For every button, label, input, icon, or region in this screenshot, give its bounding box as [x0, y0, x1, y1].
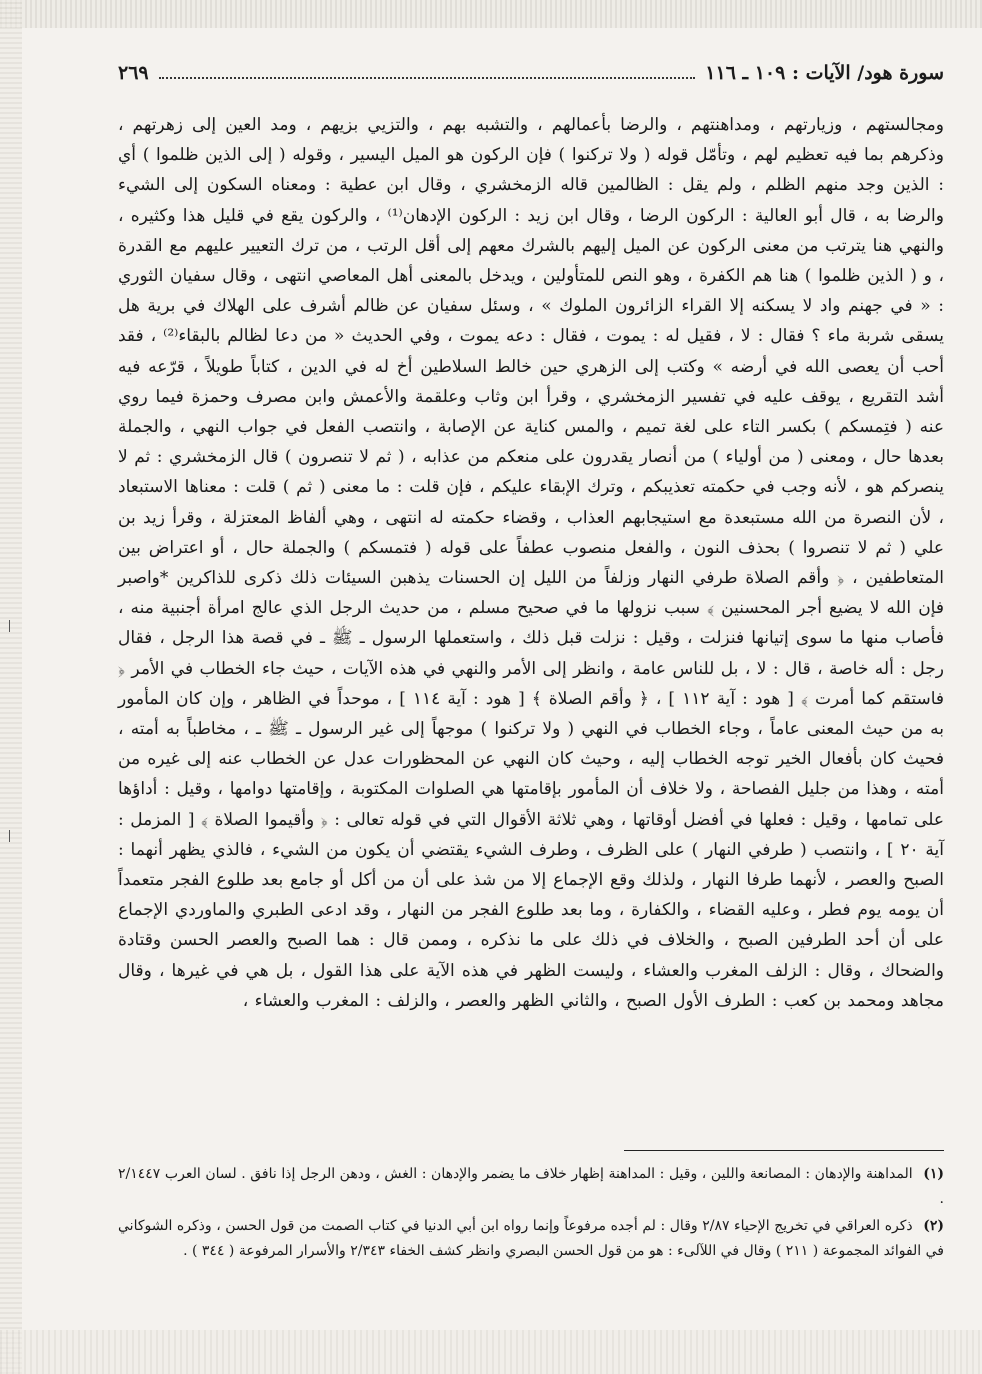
book-page — [118, 62, 944, 1312]
footnotes — [118, 1162, 944, 1266]
main-text — [118, 110, 944, 1016]
footnote-text: المداهنة والإدهان : المصانعة واللين ، وقيل : المداهنة إظهار خلاف ما يضمر والإدهان : الغش ، ودهن الرجل إذا نافق . لسان العرب ٢/١٤٤٧ . — [118, 1166, 944, 1207]
paragraph: ومجالستهم ، وزيارتهم ، ومداهنتهم ، والرضا بأعمالهم ، والتشبه بهم ، والتزيي بزيهم ، ومد العين إلى زهرتهم ، وذكرهم بما فيه تعظيم لهم ، وتأمّل قوله ( ولا تركنوا ) فإن الركون هو الميل اليسير ، وقوله ( إلى الذين ظلموا ) أي : الذين وجد منهم الظلم ، ولم يقل : الظالمين قاله الزمخشري ، وقال ابن عطية : ومعناه السكون إلى الشيء والرضا به ، قال أبو العالية : الركون الرضا ، وقال ابن زيد : الركون الإدهان⁽¹⁾ ، والركون يقع في قليل هذا وكثيره ، والنهي هنا يترتب من معنى الركون عن الميل إليهم بالشرك معهم إلى أقل الرتب ، من ترك التعيير عليهم مع القدرة ، و ( الذين ظلموا ) هنا هم الكفرة ، وهو النص للمتأولين ، ويدخل بالمعنى أهل المعاصي انتهى ، وقال سفيان الثوري : « في جهنم واد لا يسكنه إلا القراء الزائرون الملوك » ، وسئل سفيان عن ظالم أشرف على الهلاك في برية هل يسقى شربة ماء ؟ فقال : لا ، فقيل له : يموت ، فقال : دعه يموت ، وفي الحديث « من دعا لظالم بالبقاء⁽²⁾ ، فقد أحب أن يعصى الله في أرضه » وكتب إلى الزهري حين خالط السلاطين أخ له في الدين ، كتاباً طويلاً ، قرّعه فيه أشد التقريع ، يوقف عليه في تفسير الزمخشري ، وقرأ ابن وثاب وعلقمة والأعمش وابن مصرف وحمزة فيما روي عنه ( فتِمسكم ) بكسر التاء على لغة تميم ، والمس كناية عن الإصابة ، وانتصب الفعل في جواب النهي ، والجملة بعدها حال ، ومعنى ( من أولياء ) من أنصار يقدرون على منعكم من عذابه ، ( ثم لا تنصرون ) قال الزمخشري : ثم لا ينصركم هو ، لأنه وجب في حكمته تعذيبكم ، وترك الإبقاء عليكم ، فإن قلت : ما معنى ( ثم ) قلت : معناها الاستبعاد ، لأن النصرة من الله مستبعدة مع استيجابهم العذاب ، وقضاء حكمته له انتهى ، وهي ألفاظ المعتزلة ، وقرأ زيد بن علي ( ثم لا تنصروا ) بحذف النون ، والفعل منصوب عطفاً على قوله ( فتمسكم ) والجملة حال ، أو اعتراض بين المتعاطفين ، ﴿ وأقم الصلاة طرفي النهار وزلفاً من الليل إن الحسنات يذهبن السيئات ذلك ذكرى للذاكرين *واصبر فإن الله لا يضيع أجر المحسنين ﴾ سبب نزولها ما في صحيح مسلم ، من حديث الرجل الذي عالج امرأة أجنبية منه ، فأصاب منها ما سوى إتيانها فنزلت ، وقيل : نزلت قبل ذلك ، واستعملها الرسول ـ ﷺ ـ في قصة هذا الرجل ، فقال رجل : أله خاصة ، قال : لا ، بل للناس عامة ، وانظر إلى الأمر والنهي في هذه الآيات ، حيث جاء الخطاب في الأمر ﴿ فاستقم كما أمرت ﴾ [ هود : آية ١١٢ ] ، ﴿ وأقم الصلاة ﴾ [ هود : آية ١١٤ ] ، موحداً في الظاهر ، وإن كان المأمور به من حيث المعنى عاماً ، وجاء الخطاب في النهي ( ولا تركنوا ) موجهاً إلى غير الرسول ـ ﷺ ـ ، مخاطباً به أمته ، فحيث كان بأفعال الخير توجه الخطاب إليه ، وحيث كان النهي عن المحظورات عدل عن الخطاب عنه إلى غيره من أمته ، وهذا من جليل الفصاحة ، ولا خلاف أن المأمور بإقامتها هي الصلوات المكتوبة ، وإقامتها دوامها ، وقيل : أداؤها على تمامها ، وقيل : فعلها في أفضل أوقاتها ، وهي ثلاثة الأقوال التي في قوله تعالى : ﴿ وأقيموا الصلاة ﴾ [ المزمل : آية ٢٠ ] ، وانتصب ( طرفي النهار ) على الظرف ، وطرف الشيء يقتضي أن يكون من الشيء ، فالذي يظهر أنهما : الصبح والعصر ، لأنهما طرفا النهار ، ولذلك وقع الإجماع إلا من شذ على أن من أكل أو جامع بعد طلوع الفجر متعمداً أن يومه يوم فطر ، وعليه القضاء ، والكفارة ، وما بعد طلوع الفجر من النهار ، وقد ادعى الطبري والماوردي الإجماع على أن أحد الطرفين الصبح ، والخلاف في ذلك على ما نذكره ، وممن قال : هما الصبح والعصر الحسن وقتادة والضحاك ، وقال : الزلف المغرب والعشاء ، وليست الظهر في هذه الآية على هذا القول ، بل هي في غيرها ، وقال مجاهد ومحمد بن كعب : الطرف الأول الصبح ، والثاني الظهر والعصر ، والزلف : المغرب والعشاء ، — [118, 115, 945, 1011]
scan-margin-mark — [9, 620, 10, 632]
footnote-number: (١) — [923, 1166, 944, 1182]
footnote-separator — [624, 1150, 944, 1151]
footnote-1 — [118, 1162, 944, 1212]
page-number: ٢٦٩ — [118, 62, 149, 84]
scan-border-left — [0, 0, 22, 1374]
footnote-2 — [118, 1214, 944, 1264]
header-dotted-leader — [159, 63, 696, 79]
scan-border-bottom — [0, 1330, 982, 1374]
running-title: سورة هود/ الآيات : ١٠٩ ـ ١١٦ — [705, 62, 944, 84]
scan-margin-mark — [9, 830, 10, 842]
footnote-text: ذكره العراقي في تخريج الإحياء ٢/٨٧ وقال : لم أجده مرفوعاً وإنما رواه ابن أبي الدنيا في كتاب الصمت من قول الحسن ، وذكره الشوكاني في الفوائد المجموعة ( ٢١١ ) وقال في اللآلىء : هو من قول الحسن البصري وانظر كشف الخفاء ٢/٣٤٣ والأسرار المرفوعة ( ٣٤٤ ) . — [118, 1218, 944, 1259]
page-header — [118, 62, 944, 92]
scan-border-top — [0, 0, 982, 28]
footnote-number: (٢) — [923, 1218, 944, 1234]
